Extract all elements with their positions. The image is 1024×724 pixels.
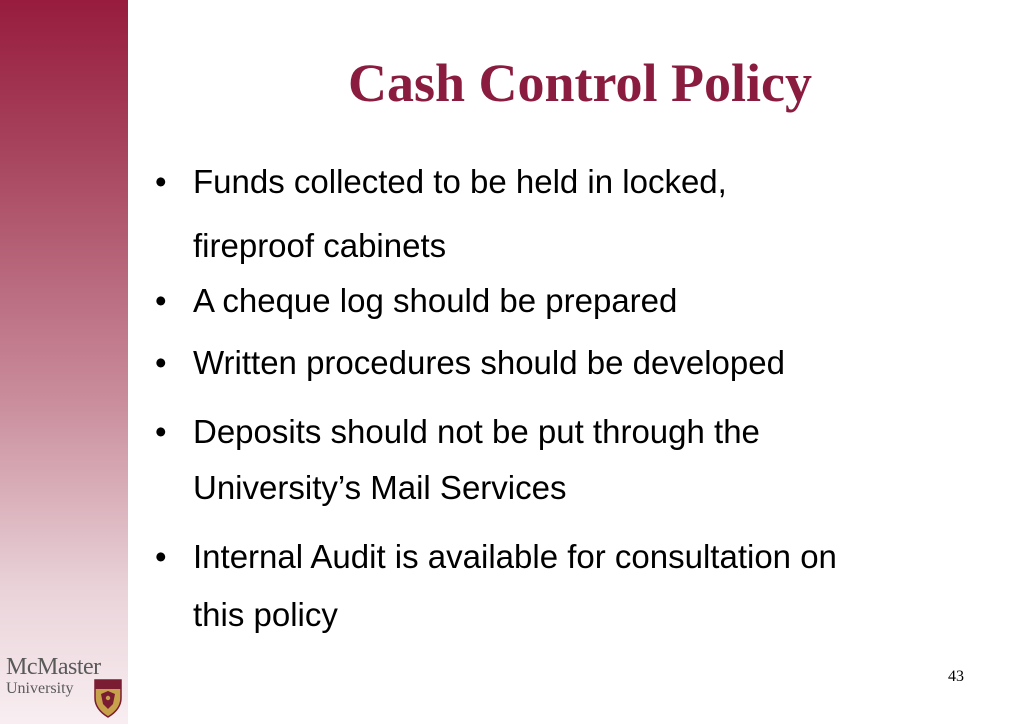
bullet-dot: • (155, 413, 167, 450)
mcmaster-logo (6, 654, 124, 720)
bullet-item (155, 280, 985, 321)
bullet-text-line: Deposits should not be put through the (193, 413, 760, 450)
bullet-text-line: Written procedures should be developed (193, 344, 785, 381)
crest-icon (93, 678, 123, 718)
bullet-text-line: A cheque log should be prepared (193, 282, 678, 319)
bullet-dot: • (155, 163, 167, 200)
bullet-text-line: this policy (193, 596, 338, 633)
bullet-item (155, 528, 985, 644)
bullet-text-line: Funds collected to be held in locked, (193, 163, 727, 200)
bullet-dot: • (155, 344, 167, 381)
bullet-dot: • (155, 282, 167, 319)
bullet-item (155, 150, 985, 278)
bullet-text-line: University’s Mail Services (193, 469, 567, 506)
page-number: 43 (948, 668, 964, 685)
bullet-text-line: Internal Audit is available for consultation on (193, 538, 837, 575)
bullet-text-line: fireproof cabinets (193, 227, 447, 264)
logo-wordmark: McMaster (6, 654, 101, 680)
bullet-item (155, 404, 985, 516)
bullet-item (155, 342, 985, 383)
decorative-sidebar (0, 0, 128, 724)
slide-title: Cash Control Policy (347, 53, 812, 113)
logo-subtitle: University (6, 680, 74, 697)
bullet-dot: • (155, 538, 167, 575)
